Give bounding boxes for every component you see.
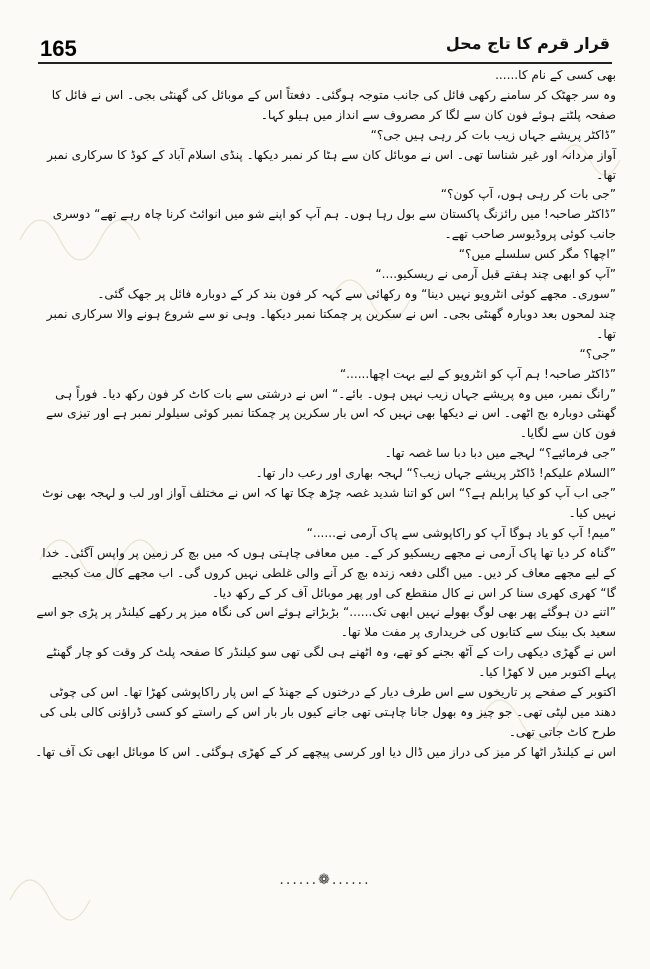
paragraph: ”جی اب آپ کو کیا پرابلم ہے؟“ اس کو اتنا شدید غصہ چڑھ چکا تھا کہ اس نے مختلف آواز اور لب و لہجہ بھی نوٹ نہیں کیا۔ (42, 486, 616, 520)
paragraph: ”اچھا؟ مگر کس سلسلے میں؟“ (458, 247, 616, 262)
paragraph: اس نے کیلنڈر اٹھا کر میز کی دراز میں ڈال دیا اور کرسی پیچھے کر کے کھڑی ہوگئی۔ اس کا موبائل ابھی تک آف تھا۔ (35, 744, 616, 759)
paragraph: ”گناہ کر دیا تھا پاک آرمی نے مجھے ریسکیو کر کے۔ میں معافی چاہتی ہوں کہ میں بچ کر زمین پر واپس آگئی۔ خدا کے لیے مجھے معاف کر دیں۔ میں اگلی دفعہ زندہ بچ کر آنے والی غلطی نہیں کروں گی۔ اب مجھے کال مت کیجیے گا“ کھری کھری سنا کر اس نے کال منقطع کی اور پھر موبائل آف کر کے رکھ دیا۔ (42, 545, 616, 600)
paragraph: ”میم! آپ کو یاد ہوگا آپ کو راکاپوشی سے پاک آرمی نے......“ (306, 525, 616, 540)
running-title: قرار قرم کا تاج محل (445, 34, 610, 53)
header-divider (38, 62, 612, 64)
paragraph: ”سوری۔ مجھے کوئی انٹرویو نہیں دینا“ وہ رکھائی سے کہہ کر فون بند کر کے دوبارہ فائل پر جھک گئی۔ (97, 286, 616, 301)
paragraph: ”ڈاکٹر صاحبہ! ہم آپ کو انٹرویو کے لیے بہت اچھا......“ (339, 366, 616, 381)
paragraph: ”رانگ نمبر، میں وہ پریشے جہاں زیب نہیں ہوں۔ بائے۔“ اس نے درشتی سے بات کاٹ کر فون رکھ دیا۔ فوراً ہی گھنٹی دوبارہ بج اٹھی۔ اس نے دیکھا بھی نہیں کہ اس بار سکرین پر چمکتا نمبر کوئی سیلولر نمبر ہے اور تیزی سے فون کان سے لگایا۔ (46, 386, 616, 441)
paragraph: اکتوبر کے صفحے پر تاریخوں سے اس طرف دیار کے درختوں کے جھنڈ کے اس پار راکاپوشی کھڑا تھا۔ اس کی چوٹی دھند میں لپٹی تھی۔ جو چیز وہ بھول جانا چاہتی تھی جانے کیوں بار بار اس کے راستے کو کسی ڈراؤنی کالی بلی کی طرح کاٹ جاتی تھی۔ (39, 685, 616, 739)
section-ornament: ......❁...... (279, 872, 371, 888)
paragraph: ”جی؟“ (579, 346, 616, 361)
paragraph: وہ سر جھٹک کر سامنے رکھی فائل کی جانب متوجہ ہوگئی۔ دفعتاً اس کے موبائل کی گھنٹی بجی۔ اس نے فائل کا صفحہ پلٹتے ہوئے فون کان سے لگا کر مصروف سے انداز میں ہیلو کہا۔ (51, 87, 616, 122)
paragraph: بھی کسی کے نام کا...... (495, 68, 616, 82)
paragraph: ”ڈاکٹر صاحبہ! میں رائزنگ پاکستان سے بول رہا ہوں۔ ہم آپ کو اپنے شو میں انوائٹ کرنا چاہ رہے تھے“ دوسری جانب کوئی پروڈیوسر صاحب تھے۔ (52, 207, 616, 242)
page-body (34, 66, 616, 763)
paragraph: ”اتنے دن ہوگئے پھر بھی لوگ بھولے نہیں ابھی تک......“ بڑبڑاتے ہوئے اس کی نگاہ میز پر رکھے کیلنڈر پر پڑی جو اسے سعید بک بینک سے کتابوں کی خریداری پر مفت ملا تھا۔ (36, 605, 616, 640)
paragraph: ”ڈاکٹر پریشے جہاں زیب بات کر رہی ہیں جی؟“ (370, 127, 616, 142)
paragraph: ”السلام علیکم! ڈاکٹر پریشے جہاں زیب؟“ لہجہ بھاری اور رعب دار تھا۔ (255, 466, 616, 481)
page-number: 165 (40, 36, 77, 61)
paragraph: چند لمحوں بعد دوبارہ گھنٹی بجی۔ اس نے سکرین پر چمکتا نمبر دیکھا۔ وہی نو سے شروع ہونے والا سرکاری نمبر تھا۔ (46, 306, 616, 341)
paragraph: ”جی فرمائیے؟“ لہجے میں دبا دبا سا غصہ تھا۔ (384, 446, 616, 461)
paragraph: اس نے گھڑی دیکھی رات کے آٹھ بجنے کو تھے، وہ اٹھنے ہی لگی تھی سو کیلنڈر کا صفحہ پلٹ کر وقت کو چار گھنٹے پہلے اکتوبر میں لا کھڑا کیا۔ (46, 645, 616, 680)
paragraph: آواز مردانہ اور غیر شناسا تھی۔ اس نے موبائل کان سے ہٹا کر نمبر دیکھا۔ پنڈی اسلام آباد کے کوڈ کا سرکاری نمبر تھا۔ (47, 147, 616, 182)
paragraph: ”جی بات کر رہی ہوں، آپ کون؟“ (440, 187, 616, 202)
paragraph: ”آپ کو ابھی چند ہفتے قبل آرمی نے ریسکیو....“ (375, 267, 616, 282)
